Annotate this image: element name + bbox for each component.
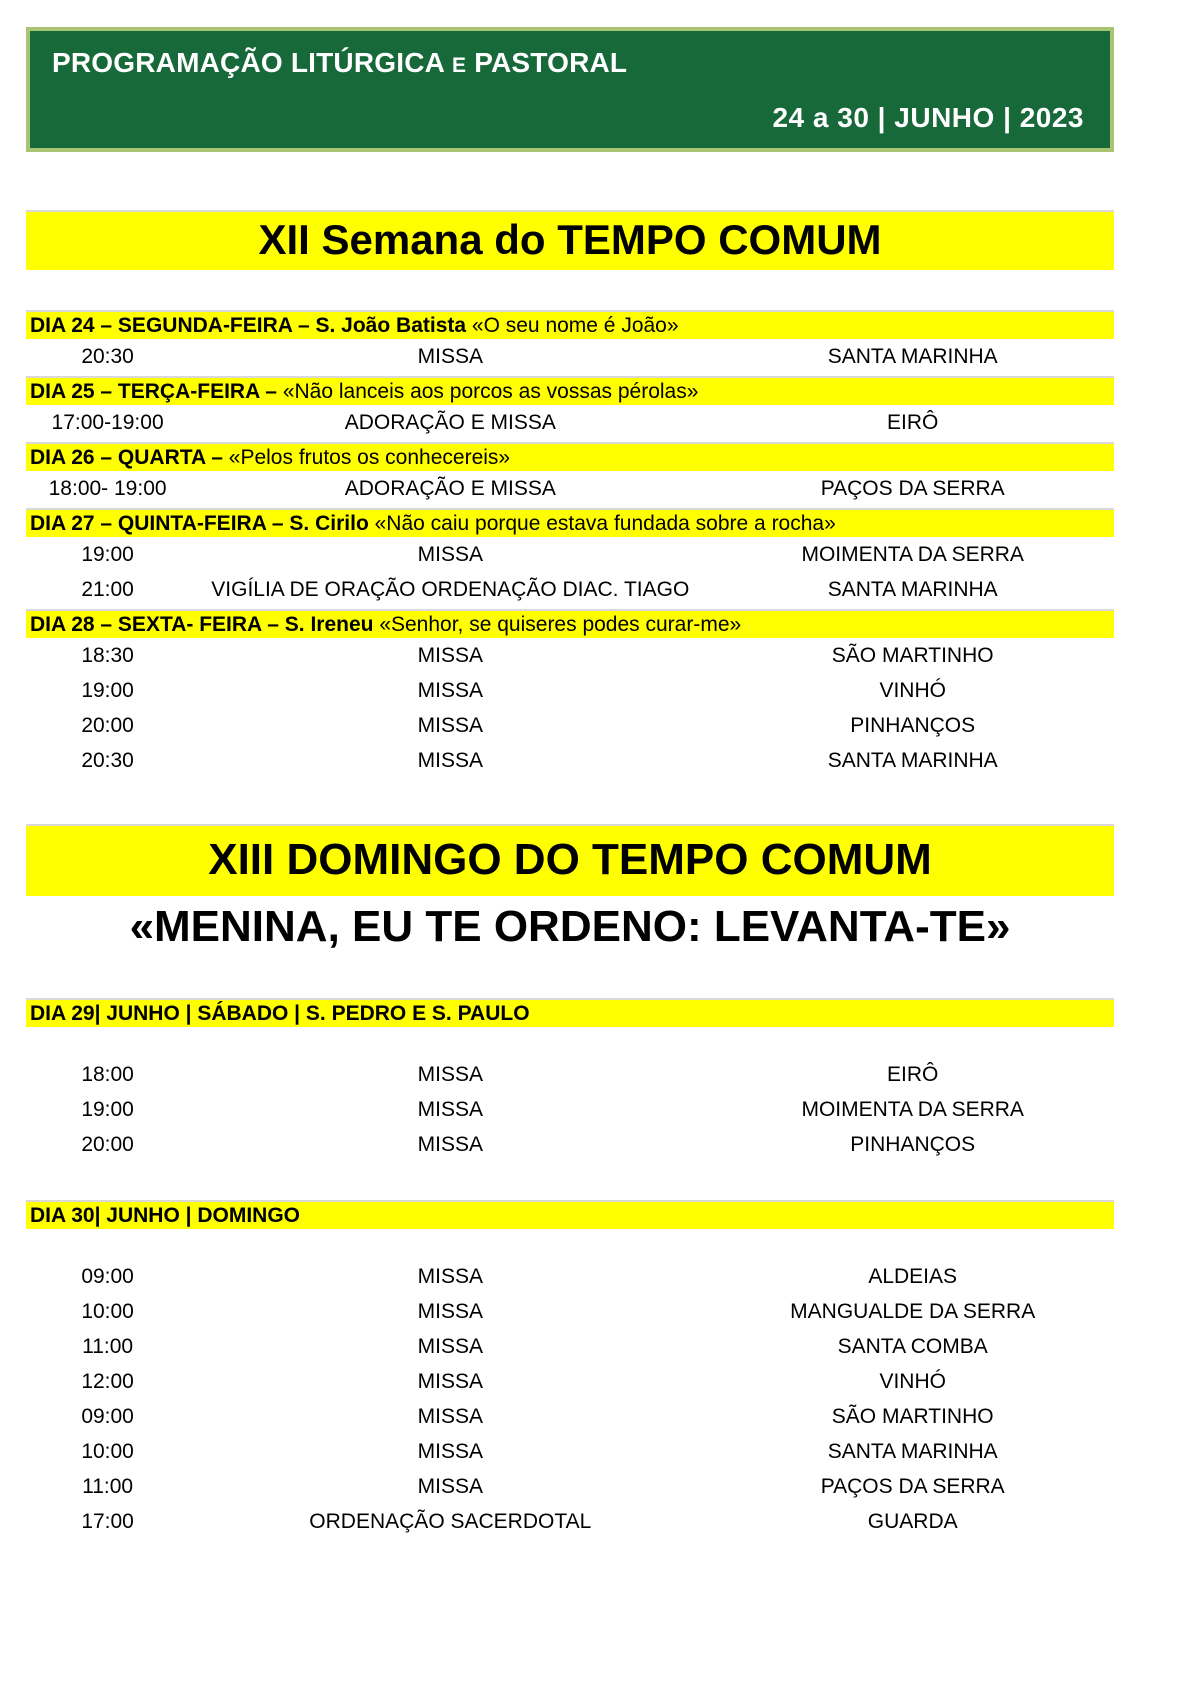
schedule-place: EIRÔ	[887, 1063, 939, 1086]
schedule-time: 10:00	[81, 1300, 134, 1323]
schedule-event: MISSA	[417, 1475, 483, 1498]
schedule-row	[26, 471, 1114, 506]
schedule-place: MOIMENTA DA SERRA	[801, 543, 1024, 566]
schedule-row	[26, 1294, 1114, 1329]
day-gospel-quote: «Pelos frutos os conhecereis»	[222, 446, 511, 469]
schedule-row	[26, 743, 1114, 778]
day-label: DIA 29| JUNHO | SÁBADO | S. PEDRO E S. PAULO	[30, 1002, 530, 1025]
schedule-row	[26, 1259, 1114, 1294]
schedule-time: 09:00	[81, 1405, 134, 1428]
schedule-event: MISSA	[417, 1370, 483, 1393]
document-header	[26, 27, 1114, 152]
schedule-place: SANTA MARINHA	[827, 1440, 998, 1463]
schedule-place: EIRÔ	[887, 411, 939, 434]
schedule-event: MISSA	[417, 679, 483, 702]
schedule-place: SANTA MARINHA	[827, 578, 998, 601]
day-rows	[26, 638, 1114, 778]
page-title-part2: PASTORAL	[474, 47, 628, 78]
schedule-time: 12:00	[81, 1370, 134, 1393]
schedule-place: SÃO MARTINHO	[831, 1405, 994, 1428]
schedule-row	[26, 572, 1114, 607]
schedule-time: 21:00	[81, 578, 134, 601]
schedule-place: MOIMENTA DA SERRA	[801, 1098, 1024, 1121]
schedule-row	[26, 1364, 1114, 1399]
schedule-row	[26, 1092, 1114, 1127]
schedule-time: 11:00	[82, 1335, 134, 1358]
schedule-event: MISSA	[417, 1405, 483, 1428]
schedule-time: 20:30	[81, 749, 134, 772]
day-gospel-quote: «Não caiu porque estava fundada sobre a rocha»	[368, 512, 836, 535]
schedule-row	[26, 1469, 1114, 1504]
schedule-event: VIGÍLIA DE ORAÇÃO ORDENAÇÃO DIAC. TIAGO	[211, 578, 690, 601]
date-range: 24 a 30 | JUNHO | 2023	[772, 102, 1084, 133]
schedule-event: MISSA	[417, 1098, 483, 1121]
week2-schedule	[26, 998, 1114, 1539]
schedule-row	[26, 1127, 1114, 1162]
schedule-place: SANTA COMBA	[837, 1335, 988, 1358]
schedule-place: PINHANÇOS	[850, 714, 976, 737]
schedule-event: MISSA	[417, 1133, 483, 1156]
schedule-event: MISSA	[417, 644, 483, 667]
schedule-event: ADORAÇÃO E MISSA	[344, 411, 556, 434]
week1-schedule	[26, 310, 1114, 778]
page-title-part1: PROGRAMAÇÃO LITÚRGICA	[52, 47, 445, 78]
day-label: DIA 25 – TERÇA-FEIRA –	[30, 380, 277, 403]
schedule-row	[26, 673, 1114, 708]
schedule-place: SÃO MARTINHO	[831, 644, 994, 667]
liturgical-program-page	[26, 0, 1114, 1539]
schedule-row	[26, 339, 1114, 374]
schedule-row	[26, 1504, 1114, 1539]
schedule-time: 09:00	[81, 1265, 134, 1288]
schedule-event: MISSA	[417, 1265, 483, 1288]
day-rows	[26, 405, 1114, 440]
day-rows	[26, 339, 1114, 374]
day-header-bar	[26, 376, 1114, 405]
schedule-time: 17:00	[81, 1510, 134, 1533]
day-label: DIA 30| JUNHO | DOMINGO	[30, 1204, 301, 1227]
schedule-time: 10:00	[81, 1440, 134, 1463]
day-label: DIA 28 – SEXTA- FEIRA – S. Ireneu	[30, 613, 374, 636]
day-gospel-quote: «O seu nome é João»	[466, 314, 679, 337]
schedule-row	[26, 1057, 1114, 1092]
schedule-time: 11:00	[82, 1475, 134, 1498]
schedule-place: PAÇOS DA SERRA	[820, 477, 1005, 500]
schedule-event: MISSA	[417, 714, 483, 737]
schedule-row	[26, 537, 1114, 572]
day-label: DIA 27 – QUINTA-FEIRA – S. Cirilo	[30, 512, 369, 535]
day-header-bar	[26, 1200, 1114, 1229]
page-title-conjunction: E	[452, 54, 467, 77]
day-header-bar	[26, 442, 1114, 471]
schedule-time: 19:00	[81, 543, 134, 566]
schedule-place: GUARDA	[867, 1510, 958, 1533]
day-label: DIA 26 – QUARTA –	[30, 446, 223, 469]
schedule-row	[26, 1329, 1114, 1364]
schedule-time: 20:30	[81, 345, 134, 368]
day-header-bar	[26, 310, 1114, 339]
day-rows	[26, 537, 1114, 607]
schedule-place: ALDEIAS	[868, 1265, 958, 1288]
schedule-time: 18:00- 19:00	[48, 477, 167, 500]
day-gospel-quote: «Não lanceis aos porcos as vossas pérolas»	[277, 380, 699, 403]
schedule-time: 20:00	[81, 714, 134, 737]
schedule-event: MISSA	[417, 1063, 483, 1086]
schedule-event: MISSA	[417, 345, 483, 368]
schedule-time: 18:30	[81, 644, 134, 667]
schedule-place: VINHÓ	[879, 679, 946, 702]
day-label: DIA 24 – SEGUNDA-FEIRA – S. João Batista	[30, 314, 467, 337]
schedule-time: 19:00	[81, 679, 134, 702]
schedule-place: SANTA MARINHA	[827, 345, 998, 368]
schedule-event: ADORAÇÃO E MISSA	[344, 477, 556, 500]
day-gospel-quote: «Senhor, se quiseres podes curar-me»	[373, 613, 742, 636]
day-header-bar	[26, 508, 1114, 537]
week1-section-title: XII Semana do TEMPO COMUM	[26, 210, 1114, 270]
schedule-row	[26, 708, 1114, 743]
schedule-event: MISSA	[417, 749, 483, 772]
schedule-time: 17:00-19:00	[51, 411, 164, 434]
schedule-row	[26, 405, 1114, 440]
schedule-time: 19:00	[81, 1098, 134, 1121]
schedule-event: MISSA	[417, 1300, 483, 1323]
schedule-event: MISSA	[417, 1440, 483, 1463]
schedule-event: MISSA	[417, 1335, 483, 1358]
schedule-time: 20:00	[81, 1133, 134, 1156]
week2-gospel-quote: «MENINA, EU TE ORDENO: LEVANTA-TE»	[129, 902, 1011, 951]
page-title	[52, 47, 1084, 79]
schedule-row	[26, 1434, 1114, 1469]
schedule-place: VINHÓ	[879, 1370, 946, 1393]
schedule-place: PAÇOS DA SERRA	[820, 1475, 1005, 1498]
schedule-row	[26, 1399, 1114, 1434]
week2-section-title: XIII DOMINGO DO TEMPO COMUM	[26, 824, 1114, 896]
schedule-event: MISSA	[417, 543, 483, 566]
schedule-event: ORDENAÇÃO SACERDOTAL	[309, 1510, 592, 1533]
day-header-bar	[26, 998, 1114, 1027]
schedule-row	[26, 638, 1114, 673]
schedule-place: PINHANÇOS	[850, 1133, 976, 1156]
schedule-place: SANTA MARINHA	[827, 749, 998, 772]
day-rows	[26, 1057, 1114, 1162]
day-header-bar	[26, 609, 1114, 638]
schedule-time: 18:00	[81, 1063, 134, 1086]
day-rows	[26, 1259, 1114, 1539]
day-rows	[26, 471, 1114, 506]
schedule-place: MANGUALDE DA SERRA	[790, 1300, 1036, 1323]
